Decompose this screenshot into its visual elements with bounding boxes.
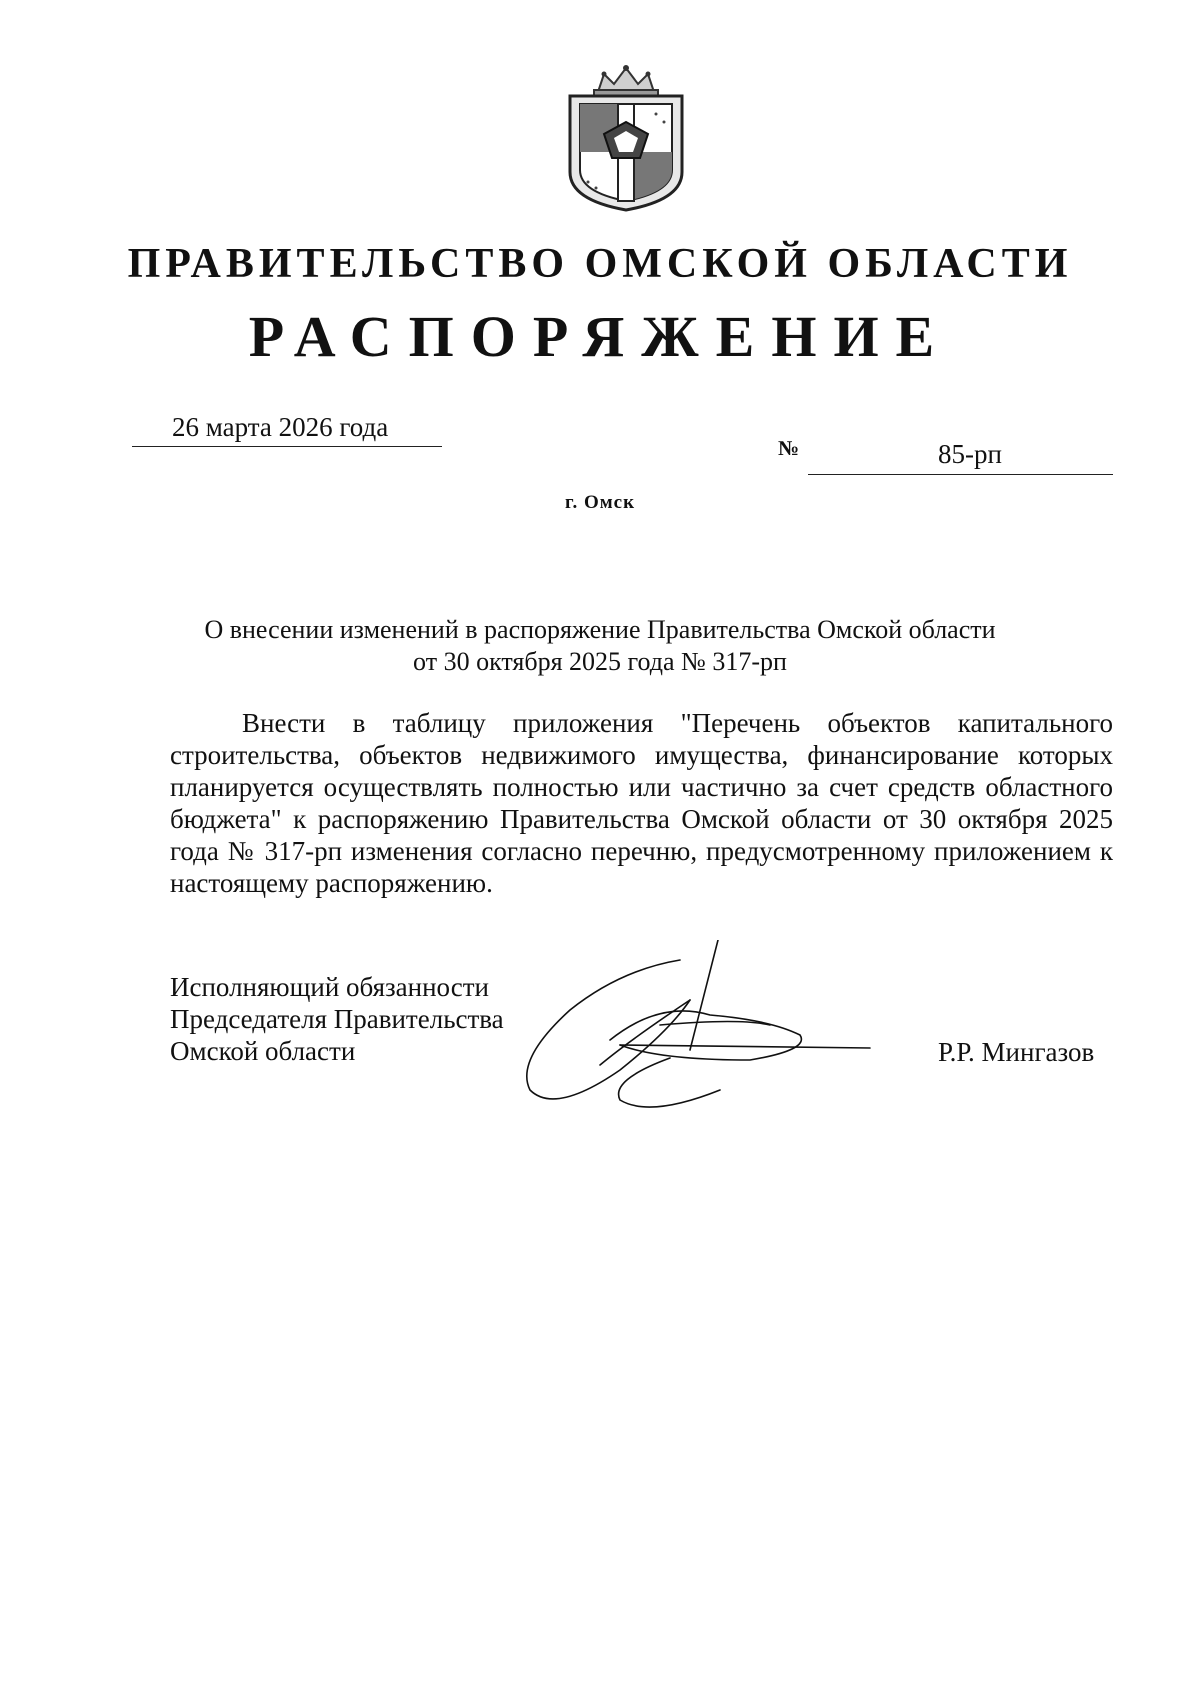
coat-of-arms-icon bbox=[560, 62, 692, 212]
subject-line-1: О внесении изменений в распоряжение Правительства Омской области bbox=[204, 615, 996, 644]
document-type-title: РАСПОРЯЖЕНИЕ bbox=[248, 304, 952, 369]
signer-name: Р.Р. Мингазов bbox=[938, 1037, 1095, 1067]
document-date: 26 марта 2026 года bbox=[172, 412, 389, 442]
signer-position-line-1: Исполняющий обязанности bbox=[170, 972, 489, 1002]
subject-line-2: от 30 октября 2025 года № 317-рп bbox=[413, 647, 787, 676]
document-city: г. Омск bbox=[564, 492, 636, 513]
signer-position-line-3: Омской области bbox=[170, 1036, 356, 1066]
number-sign: № bbox=[778, 436, 800, 460]
date-underline bbox=[132, 446, 442, 447]
document-number: 85-рп bbox=[938, 439, 1002, 469]
signer-position bbox=[170, 971, 504, 1067]
document-body: Внести в таблицу приложения "Перечень объектов капитального строительства, объектов недвижимого имущества, финансирование которых планируется осуществлять полностью или частично за счет средств областного бюджета" к распоряжению Правительства Омской области от 30 октября 2025 года № 317-рп изменения согласно перечню, предусмотренному приложением к настоящему распоряжению. bbox=[170, 708, 1113, 898]
signer-position-line-2: Председателя Правительства bbox=[170, 1004, 504, 1034]
signature-icon bbox=[510, 940, 940, 1120]
number-underline bbox=[808, 474, 1113, 475]
document-subject bbox=[150, 614, 1050, 678]
government-title: ПРАВИТЕЛЬСТВО ОМСКОЙ ОБЛАСТИ bbox=[127, 241, 1073, 287]
